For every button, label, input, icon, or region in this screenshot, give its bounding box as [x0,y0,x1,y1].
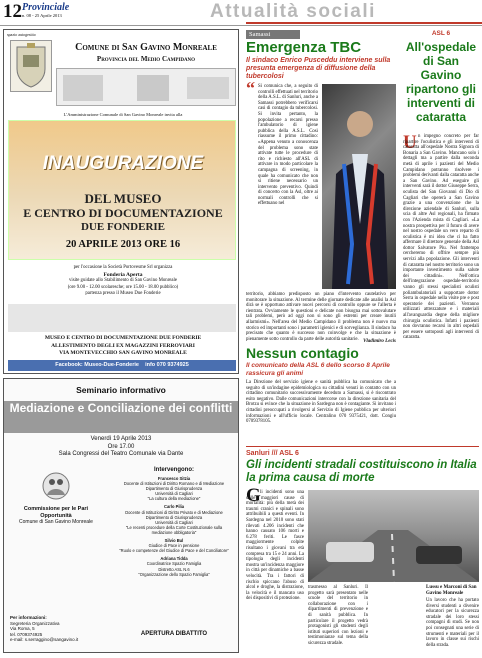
seminar-time: Ore 17.00 [107,443,135,450]
ad-line1: per l'occasione la Società Portovesme Srl organizza [73,265,173,270]
logo-fonderie-icon [187,77,229,99]
art4-headline: Gli incidenti stradali costituiscono in Italia la prima causa di morte [246,459,477,484]
ad-foot2: ALLESTIMENTO DEGLI EX MAGAZZINI FERROVIARI [51,342,195,349]
ad-logos [56,68,236,106]
art4-tag1: Sanluri [246,450,270,457]
seminar-org1: Commissione per le Pari Opportunità [23,506,89,519]
ad-foot3: VIA MONTEVECCHIO SAN GAVINO MONREALE [59,350,187,356]
art2-headline: Nessun contagio [246,345,359,361]
ad-line2: Fonderia Aperta [103,271,143,278]
art3-tag: ASL 6 [431,30,451,37]
ad-title-inaugurazione: INAUGURAZIONE [42,153,204,174]
seminar-place: Sala Congressi del Teatro Comunale via Dante [58,451,184,457]
ad-provincia: Provincia del Medio Campidano [96,55,196,63]
art1-tag: Samassi [246,30,300,39]
ad-foot1: MUSEO E CENTRO DI DOCUMENTAZIONE DUE FONDERIE [44,335,202,341]
comune-crest [10,40,52,92]
seminar-title: Mediazione e Conciliazione dei conflitti [9,401,233,415]
page-number: 12 [3,1,22,22]
seminar-organizer [10,471,102,531]
art4-col1: li incidenti sono una delle maggiori cause di mortalità: più della metà dei traumi cranici e spinali sono attribuibili a questi eventi. In Sardegna nel 2010 sono stati rilevati 4.206 incidenti che hanno causato 106 morti e 6.278 feriti. Le fasce maggiormente colpite risultano i giovani tra età compresa tra 15 e 24 anni. La tipologia degli incidenti mostra un'incidenza maggiore in città per dinamiche a basse velocità. Tra i fattori di rischio spiccano l'abuso di alcol e droghe, la distrazione, la velocità e il mancato uso dei dispositivi di protezione. [246,490,304,602]
art3-dropcap: U [403,132,417,153]
speaker-line: "La cultura della mediazione" [147,496,201,502]
art4-col2b [372,585,422,654]
ad-banner [8,120,236,260]
ad-details [10,265,236,298]
speaker-line: Docente di Istituzioni di Diritto Privato e di Mediazione [125,509,223,515]
art1-headline: Emergenza TBC [246,39,362,56]
seminar-info-label: Per informazioni: [10,615,47,620]
info-line: e-mail: s.serraggino@sangavino.it [10,637,79,642]
art4-tag: Sanluri /// ASL 6 [246,450,299,457]
logo-museum-icon [63,75,103,101]
ad-line3: visite guidate allo Stabilimento di San Gavino Monreale [68,278,178,283]
info-line: Via Roma, 5 [10,626,35,631]
info-line: Segreteria Organizzativa [10,620,60,626]
ad-line5: partenza presso il Museo Due Fonderie [85,291,161,296]
art4-col3: Un lavoro che ha portato diversi studenti a divenire educatori per la sicurezza stradale dei loro stessi compagni di studi. Se non poi consegnati una serie di strumenti e materiali per il lavoro in classe sui rischi della strada. [426,598,479,648]
ad-comune: Comune di San Gavino Monreale [75,42,217,53]
section-title: Attualità sociali [210,1,376,22]
advert-seminar [3,378,239,653]
issue-info: n. 08 - 25 Aprile 2013 [22,13,62,18]
art4-col2: trasmesso al Sanluri. Il progetto sarà presentato nelle scuole del territorio in collaborazione con i dipartimenti di prevenzione e di sanità pubblica. In particolare il progetto vedrà protagonisti gli studenti degli istituti superiori con lezioni e testimonianze sul tema della sicurezza stradale. [308,585,368,646]
ad-title-museo: DEL MUSEO [84,191,162,206]
ad-title-fonderie: DUE FONDERIE [80,221,166,233]
art1-photo [322,84,396,289]
advert-museum [3,29,239,374]
speaker-line: Distretto ASL N.6 [158,566,190,572]
seminar-speakers [116,476,232,577]
art2-subtitle: Il comunicato della ASL 6 dello scorso 8 Aprile rassicura gli animi [246,362,390,377]
logo-portovesme-icon [137,75,169,101]
seminar-interventi: Intervengono: [154,467,194,473]
ad-title-centro: E CENTRO DI DOCUMENTAZIONE [23,206,223,220]
speaker-line: Università di Cagliari [155,519,193,525]
art4-rule [246,446,479,447]
ad-footer [10,335,236,358]
speaker-line: Coordinatrice Spazio Famiglia [146,561,202,567]
art4-dropcap: G [246,485,261,506]
ad-date: 20 APRILE 2013 ORE 16 [65,239,181,250]
art1-body-wide: territorio, abbiamo predisposto un piano d'intervento cautelativo per monitorare la situazione. Al termine delle giornate dedicate alle analisi la Asl dirà se è opportuno attivare nuovi percorsi di controllo oppure se l'allerta è rientrata. Ovviamente le questioni e delicate non bisogna mai sottovalutare tali problemi, però ad oggi non si sono gli estremi per creare inutili allarmismi». Nell'area del Medio Campidano il problema non è nuovo ma storico ed importanti sono i parametri igienici e di sorveglianza. Il sindaco ha precisato che quanto è successo non coinvolge e che la situazione è pienamente sotto controllo da parte delle autorità sanitarie. [246,292,396,342]
speaker-line: "Ruolo e competenze del Giudice di Pace e del Conciliatore" [119,548,229,554]
seminar-when [4,436,238,459]
ad-line4: (ore 9.00 - 12.00 scolaresche; ore 15.00 - 18.00 pubblico) [67,284,179,290]
speaker-line: Francesco Sitzia [157,476,191,481]
speaker-line: Giudice di Pace in pensione [148,543,200,549]
newspaper-logo: Provinciale [22,2,70,13]
quote-icon: “ [246,78,255,98]
speaker-line: Carlo Pilia [163,504,185,510]
speaker-line: Università di Cagliari [155,491,193,497]
seminar-info-lines [10,621,110,643]
seminar-info [10,615,110,643]
seminar-entry: APERTURA DIBATTITO [140,631,208,637]
art4-tag2: ASL 6 [279,450,299,457]
seminar-kicker: Seminario informativo [76,385,166,395]
art3-body: n impegno concreto per far ripartire l'oculistica e gli interventi di cataratta all'ospedale Nostra Signora di Bonaria a San Gavino. Mancano solo i dettagli ma a partire dalla seconda metà di aprile i pazienti del Medio Campidano potranno risolvere i problemi derivanti dalla cataratta anche a San Gavino. Ad eseguire gli interventi sarà il dottor Giuseppe Serra, oculista del San Giovanni di Dio di Cagliari che opererà a San Gavino grazie a una convenzione che la direzione aziendale di Sanluri, sulla scia di altre Asl regionali, ha firmato con l'Azienda mista di Cagliari. «La nostra prospettiva per il futuro di avere nel nostro ospedale un vero reparto di oculistica è mi idea che ci ha fatto affermare il direttore generale della Asl dottor Salvatore Piu. Nel frattempo cercheremo di offrire sempre più servizi alla popolazione. Gli interventi di cataratta nel nostro territorio sono un importante investimento sulla salute dei cittadini». Nell'ottica dell'integrazione ospedale-territorio vanno gli stessi specialisti oculisti poliambulatoriali a supportare dottor Serra in ospedale nella visite pre e post operatorie dei pazienti. Verranno utilizzati attrezzature e i materiali all'avanguardia degne della migliore chirurgia oculistica. Infatti i pazienti non dovranno recarsi in altri ospedali per essere sottoposti agli interventi di cataratta. [403,134,479,341]
ad-invite: L'Amministrazione Comunale di San Gavino Monreale invita alla [63,112,183,117]
car-crash-photo-icon [308,490,479,582]
ad-info: info 070 9374925 [145,362,189,368]
speaker-line: Docente di Istituzioni di Diritto Romano e di Mediazione [123,481,225,487]
speaker-line: Silvio Bul [164,538,184,544]
ad-photo-strip [8,304,236,332]
pari-opportunita-icon [41,471,71,501]
art1-body-column: Si comunica che, a seguito di controlli effettuati nel territorio della A.S.L. di Sanluri, anche a Samassi potrebbero verificarsi casi di contagio da tubercolosi. Si invita pertanto, la popolazione a recarsi presso l'ambulatorio di igiene pubblica della A.S.L. Così riassume il primo cittadino: «Appena venuto a conoscenza del problema sono state attivate tutte le procedure di rito e richiesto all'ASL di attivare in modo particolare la campagna di screening, in quale ha comunicato che non si ritiene necessario un intervento preventivo. Quindi di concerto con la Asl, oltre ai normali controlli che si effettuano nel [258,84,318,207]
speaker-line: Dipartimento di Giurisprudenza [145,514,203,520]
speaker-line: Adriana Tidda [160,556,188,562]
info-line: tel. 0709374925 [10,631,43,637]
art4-col3-title: Lussu e Marconi di San Gavino Monreale [426,585,477,596]
speaker-line: Dipartimento di Giurisprudenza [145,486,203,492]
speaker-line: "Organizzazione dello Spazio Famiglia" [138,571,210,577]
art1-subtitle: Il sindaco Enrico Pusceddu interviene sulla presunta emergenza di diffusione della tubercolosi [246,57,391,80]
art4-photo [308,490,479,582]
speaker-line: "Le recenti procedure della Corte Costituzionale sulla mediazione obbligatoria" [125,524,223,535]
crest-icon [11,41,51,91]
mayor-photo-icon [322,84,396,289]
seminar-org2: Comune di San Gavino Monreale [19,519,93,525]
ad-corner-label: spazio autogestito [7,32,36,37]
art1-signature: Vladimiro Lecis [363,339,396,344]
seminar-date: Venerdì 19 Aprile 2013 [90,436,152,442]
art3-headline: All'ospedale di San Gavino ripartono gli interventi di cataratta [405,40,477,124]
ad-contact-bar [8,360,236,371]
section-rule [246,22,482,24]
ad-facebook: Facebook: Museo-Due-Fonderie [55,362,139,368]
art2-body: La Direzione del servizio igiene e sanità pubblica ha comunicato che a seguito di un'indagine epidemiologica su cittadini venuti in contatto con un cittadino comunitario successivamente deceduto a Samassi, si è riscontrato esito negativo. Dalle comunicazioni intercorse con la direzione sanitaria del Brotzu si evince che la situazione in Sardegna non è contagiante. Si invitano i cittadini preoccupati a rivolgersi al Servizio di Igiene pubblica per ulteriori informazioni e all'ufficio locale. Centralino 070 9375421, dott. Congiu 0709378105. [246,380,396,425]
